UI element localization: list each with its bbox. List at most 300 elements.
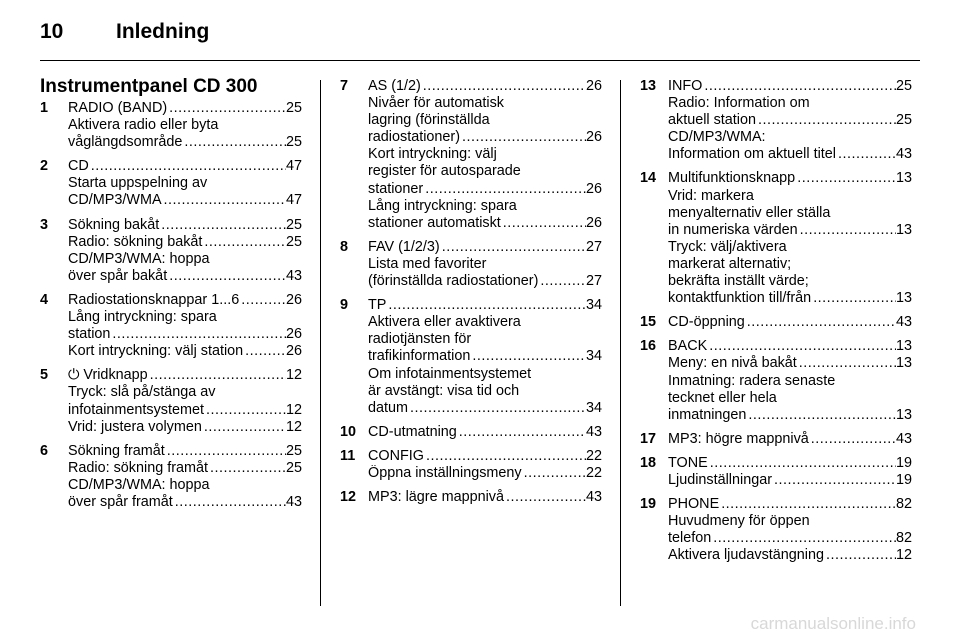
entry-line-with-page [68,326,302,343]
dot-leader [702,78,896,95]
entry-body [368,448,602,482]
entry-body [68,100,302,151]
entry-text: Information om aktuell titel [668,146,836,163]
entry-text: BACK [668,338,708,355]
dot-leader [460,129,586,146]
entry-number: 19 [640,496,657,513]
entry-text: Radiostationsknappar 1...6 [68,291,240,308]
entry-line [68,477,302,494]
entry-text: MP3: lägre mappnivå [368,489,504,506]
dot-leader [798,222,896,239]
dot-leader [386,297,586,314]
page-reference: 43 [285,267,302,284]
entry-number: 9 [340,297,349,314]
dot-leader [424,448,586,465]
entry-text: datum [368,399,408,416]
page-reference: 25 [285,134,302,151]
entry-line-with-page [68,217,302,234]
entry-line [668,390,912,407]
page-reference: 47 [285,158,302,175]
entry-text: över spår bakåt [68,267,168,284]
dot-leader [243,343,286,360]
entry-text: Meny: en nivå bakåt [668,355,797,372]
entry-line [668,188,912,205]
entry-line-with-page [68,460,302,477]
dot-leader [745,314,896,331]
page-reference: 13 [895,170,912,187]
page-reference: 26 [285,326,302,343]
page-reference: 43 [895,430,912,447]
page-reference: 34 [585,348,602,365]
page-reference: 25 [285,233,302,250]
entry-text: Aktivera eller avaktivera [368,314,521,331]
entry-line [368,112,602,129]
entry-body [368,489,602,506]
entry-text: Radio: Information om [668,95,810,112]
page-reference: 25 [895,78,912,94]
entry-line-with-page [668,146,912,163]
entry-body [368,78,602,232]
page-reference: 13 [895,221,912,238]
page-title: Inledning [116,20,210,43]
entry-line-with-page [668,407,912,424]
dot-leader [746,407,896,424]
entry-line-with-page [368,448,602,465]
page-reference: 43 [585,423,602,440]
dot-leader [707,338,896,355]
dot-leader [809,431,896,448]
entry-body [68,367,302,435]
entry-body [668,78,912,163]
page-reference: 13 [895,338,912,355]
entry-number: 15 [640,314,657,331]
entry-body [668,496,912,564]
entry-line-with-page [368,239,602,256]
page-reference: 22 [585,447,602,464]
page-reference: 13 [895,290,912,307]
page-reference: 43 [585,489,602,506]
entry-text: Vrid: justera volymen [68,418,202,435]
index-column-1 [40,100,302,518]
entry-line [668,129,912,146]
page-reference: 43 [895,314,912,331]
page-reference: 12 [285,418,302,435]
entry-text: Huvudmeny för öppen [668,513,810,530]
entry-text: Lång intryckning: spara [68,309,217,326]
index-entry [640,314,912,331]
entry-line-with-page [668,530,912,547]
entry-text: CD [68,158,89,175]
index-entry [640,170,912,307]
page-reference: 13 [895,355,912,372]
entry-number: 4 [40,291,49,308]
dot-leader [711,530,896,547]
entry-text: Starta uppspelning av [68,175,208,192]
entry-text: INFO [668,78,703,94]
entry-text: PHONE [668,496,720,513]
page-reference: 34 [585,297,602,314]
entry-body [368,297,602,417]
entry-line-with-page [668,112,912,129]
entry-body [668,170,912,307]
entry-text: radiotjänsten för [368,331,472,348]
entry-text: Sökning framåt [68,442,165,459]
entry-line-with-page [368,78,602,95]
dot-leader [202,234,286,251]
entry-line [68,251,302,268]
entry-line-with-page [668,547,912,564]
entry-line [368,383,602,400]
entry-line [68,117,302,134]
entry-text: FAV (1/2/3) [368,238,440,255]
entry-number: 18 [640,454,657,471]
index-entry [640,496,912,564]
entry-line-with-page [68,134,302,151]
page-reference: 26 [585,78,602,94]
entry-body [68,158,302,209]
index-entry [340,78,602,232]
dot-leader [167,268,286,285]
entry-text: radiostationer) [368,129,460,146]
entry-text: CD/MP3/WMA: [668,129,766,146]
dot-leader [167,100,286,117]
entry-text: telefon [668,530,712,547]
watermark: carmanualsonline.info [750,614,916,633]
entry-line-with-page [368,489,602,506]
index-entry [40,367,302,435]
entry-body [368,239,602,290]
page-reference: 19 [895,454,912,471]
entry-text: Om infotainmentsystemet [368,365,532,382]
page-number: 10 [40,20,64,43]
index-entry [340,239,602,290]
entry-body [668,314,912,331]
page-reference: 26 [585,214,602,231]
entry-number: 17 [640,430,657,447]
entry-text: Kort intryckning: välj [368,146,497,163]
entry-text: lagring (förinställda [368,112,490,129]
entry-line [368,331,602,348]
section-title: Instrumentpanel CD 300 [40,76,258,97]
page-reference: 27 [585,238,602,255]
page-reference: 26 [285,343,302,360]
entry-text: Lång intryckning: spara [368,197,517,214]
entry-body [368,424,602,441]
entry-line-with-page [668,496,912,513]
entry-line-with-page [668,222,912,239]
entry-line-with-page [668,472,912,489]
entry-text: är avstängt: visa tid och [368,382,520,399]
entry-text: över spår framåt [68,493,173,510]
dot-leader [408,400,586,417]
entry-text: CD/MP3/WMA: hoppa [68,476,210,493]
entry-text: TONE [668,454,708,471]
dot-leader [811,290,896,307]
index-entry [340,424,602,441]
entry-text: Inmatning: radera senaste [668,372,836,389]
dot-leader [824,547,896,564]
entry-line-with-page [68,367,302,384]
page-reference: 22 [585,464,602,481]
page-reference: 34 [585,399,602,416]
entry-line-with-page [368,215,602,232]
page-reference: 27 [585,273,602,290]
entry-line-with-page [68,419,302,436]
entry-line-with-page [668,78,912,95]
page-reference: 25 [285,442,302,459]
entry-text: in numeriska värden [668,221,798,238]
entry-number: 10 [340,423,357,440]
entry-line-with-page [68,292,302,309]
dot-leader [202,419,286,436]
index-column-3 [640,78,912,571]
index-entry [340,297,602,417]
dot-leader [501,215,586,232]
entry-text: Multifunktionsknapp [668,170,796,187]
index-entry [640,431,912,448]
dot-leader [836,146,896,163]
entry-text: AS (1/2) [368,78,421,94]
dot-leader [538,273,586,290]
entry-line [668,273,912,290]
dot-leader [421,78,586,95]
entry-line [668,205,912,222]
entry-text: Tryck: välj/aktivera [668,238,787,255]
entry-body [668,338,912,423]
entry-line-with-page [68,234,302,251]
entry-line-with-page [368,181,602,198]
entry-number: 1 [40,100,49,116]
page-reference: 82 [895,530,912,547]
entry-line-with-page [68,343,302,360]
dot-leader [162,192,286,209]
entry-text: Vrid: markera [668,187,754,204]
entry-line-with-page [368,273,602,290]
entry-number: 11 [340,447,356,464]
entry-line [668,373,912,390]
dot-leader [772,472,896,489]
entry-line [668,256,912,273]
index-entry [40,443,302,511]
page-reference: 19 [895,471,912,488]
entry-body [68,443,302,511]
dot-leader [159,217,286,234]
entry-text: våglängdsområde [68,134,183,151]
entry-line-with-page [68,158,302,175]
entry-text: CD-utmatning [368,423,457,440]
entry-line-with-page [668,290,912,307]
entry-text: Radio: sökning framåt [68,459,208,476]
page-reference: 26 [585,129,602,146]
entry-number: 14 [640,170,657,187]
dot-leader [756,112,896,129]
dot-leader [89,158,286,175]
entry-text: CD/MP3/WMA [68,192,162,209]
entry-text: CD-öppning [668,314,745,331]
dot-leader [504,489,586,506]
entry-line [368,198,602,215]
dot-leader [708,455,896,472]
column-divider-2 [620,80,621,606]
dot-leader [423,181,586,198]
dot-leader [440,239,586,256]
entry-number: 2 [40,158,49,175]
entry-line-with-page [668,170,912,187]
entry-line [668,239,912,256]
entry-text: register för autosparade [368,163,521,180]
dot-leader [148,367,286,384]
entry-number: 5 [40,367,49,384]
entry-body [668,431,912,448]
dot-leader [173,494,286,511]
entry-text: MP3: högre mappnivå [668,430,809,447]
entry-line [368,95,602,112]
index-entry [40,158,302,209]
entry-text: aktuell station [668,112,756,129]
entry-text: Radio: sökning bakåt [68,233,203,250]
entry-text: trafikinformation [368,348,471,365]
entry-line-with-page [68,268,302,285]
entry-line [668,513,912,530]
entry-line [68,384,302,401]
entry-line [368,163,602,180]
column-divider-1 [320,80,321,606]
page-reference: 25 [285,100,302,116]
page-reference: 43 [895,146,912,163]
dot-leader [165,443,286,460]
page-reference: 25 [895,112,912,129]
index-entry [640,455,912,489]
entry-text: inmatningen [668,406,747,423]
entry-line [368,314,602,331]
dot-leader [204,402,286,419]
entry-number: 6 [40,442,49,459]
entry-text: CONFIG [368,447,424,464]
entry-line-with-page [668,355,912,372]
index-entry [40,292,302,360]
dot-leader [719,496,896,513]
entry-number: 12 [340,489,357,506]
entry-line-with-page [68,100,302,117]
entry-line-with-page [668,338,912,355]
dot-leader [457,424,586,441]
entry-text: stationer automatiskt [368,214,501,231]
dot-leader [239,292,286,309]
entry-line-with-page [368,348,602,365]
entry-text: stationer [368,180,424,197]
entry-line-with-page [368,465,602,482]
entry-text: station [68,326,111,343]
page-reference: 12 [285,367,302,384]
entry-text: infotainmentsystemet [68,401,204,418]
entry-text: kontaktfunktion till/från [668,290,812,307]
entry-line-with-page [368,424,602,441]
index-entry [40,217,302,285]
entry-line-with-page [68,192,302,209]
entry-number: 13 [640,78,657,94]
entry-text: Lista med favoriter [368,255,487,272]
entry-line-with-page [668,314,912,331]
entry-text: markerat alternativ; [668,255,792,272]
index-entry [40,100,302,151]
entry-line-with-page [368,129,602,146]
entry-line [68,175,302,192]
entry-line [368,146,602,163]
page-reference: 25 [285,216,302,233]
entry-text: CD/MP3/WMA: hoppa [68,250,210,267]
entry-line-with-page [368,297,602,314]
entry-body [68,217,302,285]
header-rule [40,60,920,61]
entry-line-with-page [668,455,912,472]
page-reference: 25 [285,459,302,476]
entry-text: Aktivera radio eller byta [68,117,219,134]
entry-text: RADIO (BAND) [68,100,168,116]
index-entry [340,489,602,506]
entry-number: 7 [340,78,349,94]
index-entry [640,78,912,163]
entry-text: Sökning bakåt [68,216,160,233]
entry-text: (förinställda radiostationer) [368,273,539,290]
entry-line-with-page [668,431,912,448]
entry-line [68,309,302,326]
index-entry [340,448,602,482]
entry-text: Ljudinställningar [668,471,773,488]
dot-leader [795,170,896,187]
page-reference: 26 [285,291,302,308]
page-reference: 43 [285,493,302,510]
page-reference: 82 [895,496,912,513]
entry-number: 3 [40,216,49,233]
entry-text: ⏻ Vridknapp [68,367,148,384]
entry-text: tecknet eller hela [668,389,777,406]
page-reference: 12 [895,547,912,564]
entry-body [668,455,912,489]
entry-line-with-page [68,494,302,511]
entry-text: Nivåer för automatisk [368,95,504,112]
page-reference: 13 [895,406,912,423]
page-header [40,20,209,44]
dot-leader [797,355,896,372]
entry-text: TP [368,297,387,314]
entry-number: 8 [340,238,349,255]
dot-leader [110,326,286,343]
entry-line-with-page [368,400,602,417]
dot-leader [470,348,586,365]
page-reference: 26 [585,180,602,197]
entry-text: bekräfta inställt värde; [668,273,809,290]
entry-text: Öppna inställningsmeny [368,464,522,481]
dot-leader [208,460,286,477]
entry-text: Kort intryckning: välj station [68,343,244,360]
dot-leader [522,465,586,482]
entry-text: Aktivera ljudavstängning [668,547,824,564]
entry-text: menyalternativ eller ställa [668,204,831,221]
entry-number: 16 [640,338,657,355]
entry-line [668,95,912,112]
page-reference: 12 [285,401,302,418]
entry-line-with-page [68,402,302,419]
entry-line-with-page [68,443,302,460]
entry-line [368,366,602,383]
entry-line [368,256,602,273]
page-reference: 47 [285,192,302,209]
entry-text: Tryck: slå på/stänga av [68,384,216,401]
entry-body [68,292,302,360]
dot-leader [182,134,286,151]
index-column-2 [340,78,602,513]
index-entry [640,338,912,423]
